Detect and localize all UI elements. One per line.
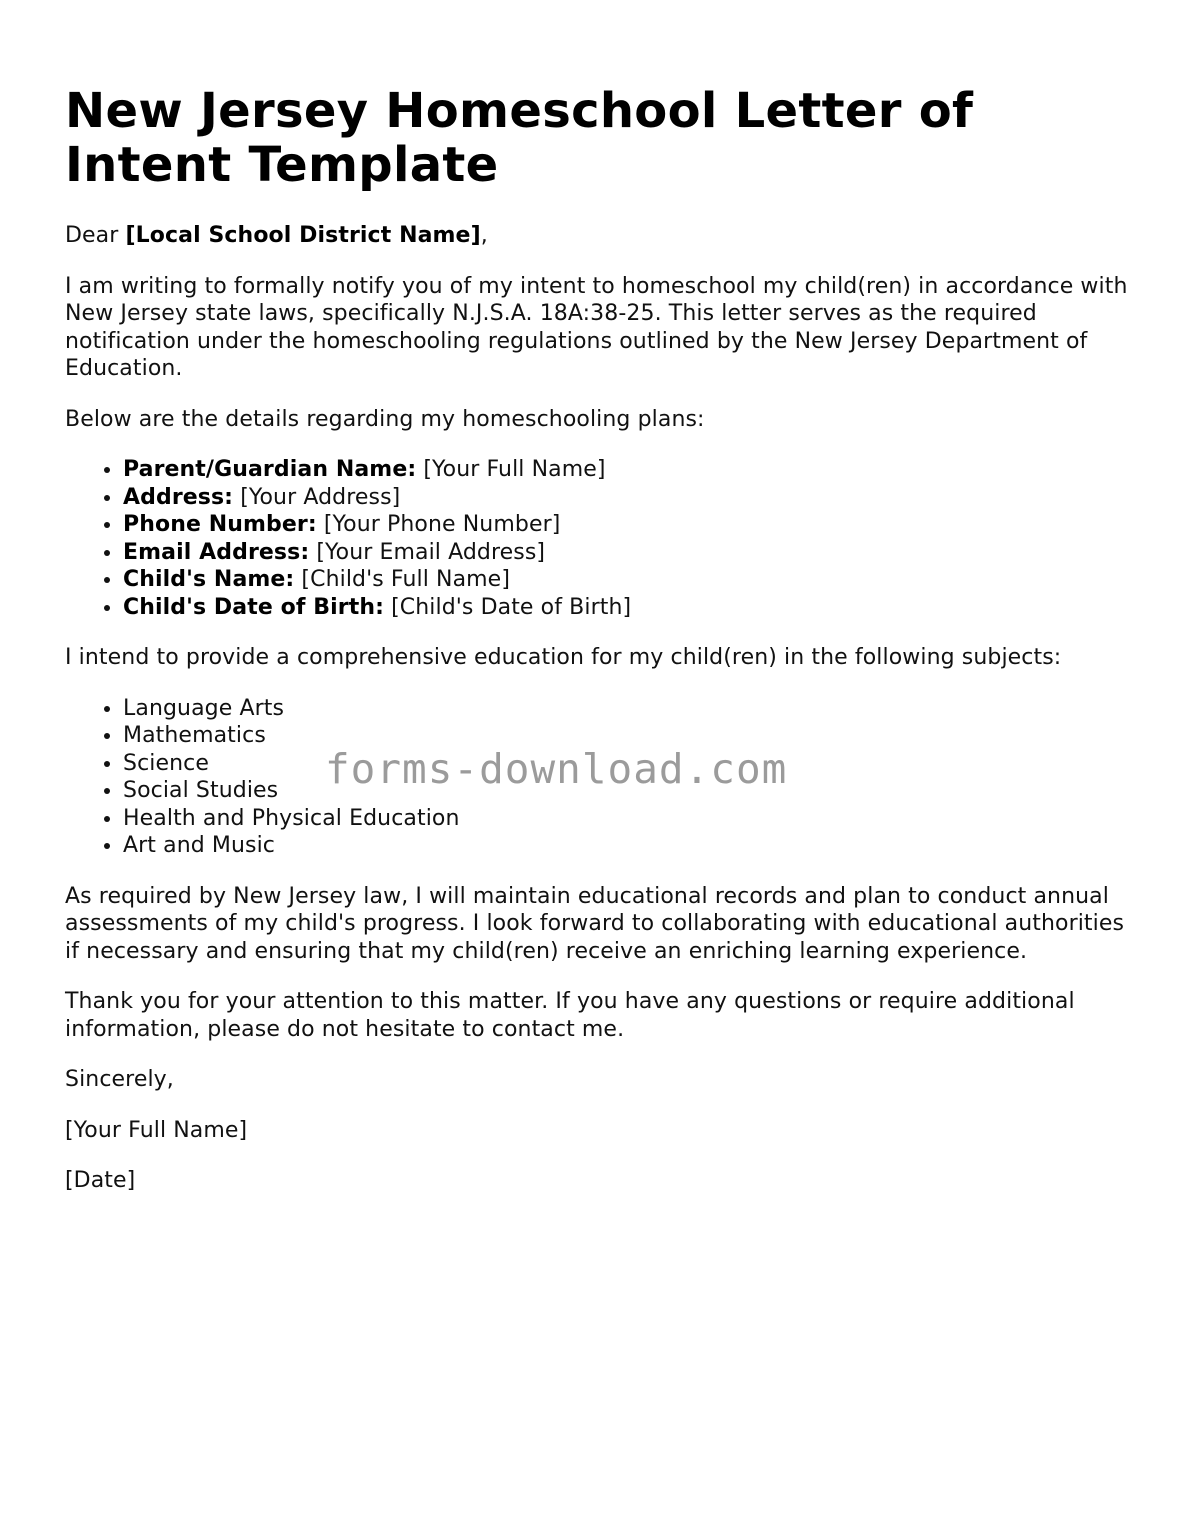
details-list	[65, 456, 1135, 621]
detail-value: [Your Address]	[240, 484, 401, 510]
signature-name: [Your Full Name]	[65, 1117, 248, 1143]
list-item	[123, 484, 1135, 512]
list-item	[123, 594, 1135, 622]
subject-item: • Mathematics	[123, 722, 1135, 750]
page-title: New Jersey Homeschool Letter of Intent Template	[65, 83, 974, 193]
detail-label: Email Address:	[123, 539, 310, 565]
detail-label: Parent/Guardian Name:	[123, 457, 417, 482]
thanks-paragraph: Thank you for your attention to this matter. If you have any questions or require additional information, please do not hesitate to contact me.	[65, 989, 1075, 1042]
subject-item: • Science	[123, 750, 1135, 778]
list-item	[123, 566, 1135, 594]
watermark: forms-download.com	[325, 745, 788, 793]
detail-label: Phone Number:	[123, 512, 317, 537]
list-item	[123, 511, 1135, 539]
subject-item: • Social Studies	[123, 777, 1135, 805]
detail-label: Address:	[123, 484, 234, 510]
list-item	[123, 456, 1135, 484]
greeting-prefix: Dear	[65, 223, 126, 248]
list-item	[123, 539, 1135, 567]
district-placeholder: [Local School District Name]	[125, 223, 481, 248]
greeting	[65, 222, 1135, 250]
subject-item: • Art and Music	[123, 832, 1135, 860]
detail-value: [Child's Date of Birth]	[391, 594, 632, 620]
records-paragraph: As required by New Jersey law, I will maintain educational records and plan to conduct annual assessments of my child's progress. I look forward to collaborating with educational authorities if necessary and ensuring that my child(ren) receive an enriching learning experience.	[65, 883, 1125, 964]
intro-paragraph: I am writing to formally notify you of my intent to homeschool my child(ren) in accordance with New Jersey state laws, specifically N.J.S.A. 18A:38-25. This letter serves as the required notification under the homeschooling regulations outlined by the New Jersey Department of Education.	[65, 273, 1128, 381]
detail-value: [Your Full Name]	[423, 457, 606, 482]
subject-item: • Language Arts	[123, 695, 1135, 723]
detail-label: Child's Date of Birth:	[123, 594, 385, 620]
closing: Sincerely,	[65, 1067, 174, 1092]
subject-item: • Health and Physical Education	[123, 805, 1135, 833]
signature-date: [Date]	[65, 1168, 136, 1193]
detail-value: [Child's Full Name]	[301, 567, 511, 592]
detail-value: [Your Phone Number]	[323, 512, 561, 537]
subjects-intro: I intend to provide a comprehensive education for my child(ren) in the following subjects:	[65, 645, 1062, 670]
details-intro: Below are the details regarding my homeschooling plans:	[65, 406, 705, 432]
detail-value: [Your Email Address]	[316, 539, 546, 565]
greeting-suffix: ,	[480, 223, 488, 248]
letter-document	[65, 84, 1135, 1218]
detail-label: Child's Name:	[123, 567, 295, 592]
